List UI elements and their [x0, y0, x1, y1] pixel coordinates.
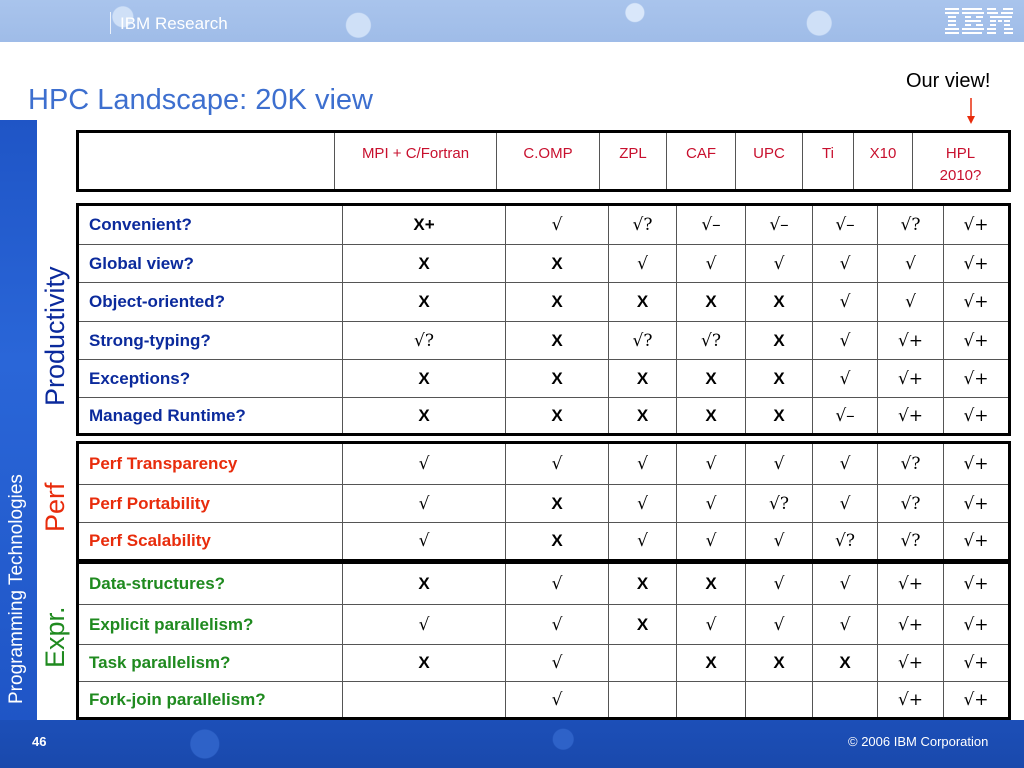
table-cell: √+ — [944, 398, 1010, 435]
table-cell: X — [506, 245, 609, 283]
table-cell: √ — [609, 485, 677, 523]
category-productivity: Productivity — [40, 266, 70, 406]
table-cell: X — [677, 398, 746, 435]
table-cell: X — [343, 563, 506, 605]
column-header: HPL 2010? — [913, 132, 1010, 191]
table-cell — [746, 682, 813, 719]
table-cell: √ — [677, 523, 746, 561]
row-label: Global view? — [78, 245, 343, 283]
table-cell: √+ — [878, 360, 944, 398]
table-cell: √? — [878, 443, 944, 485]
header-empty-cell — [78, 132, 335, 191]
row-label: Task parallelism? — [78, 645, 343, 682]
table-cell: X — [343, 360, 506, 398]
table-cell: X — [813, 645, 878, 682]
header-org-label: IBM Research — [120, 14, 228, 33]
table-cell: √ — [813, 360, 878, 398]
header-bar — [0, 0, 1024, 42]
table-cell: X — [609, 283, 677, 322]
table-cell: √+ — [878, 563, 944, 605]
table-cell: X — [506, 322, 609, 360]
table-cell: √ — [746, 563, 813, 605]
table-cell: X — [343, 645, 506, 682]
ibm-logo-icon — [945, 8, 1013, 34]
table-row — [78, 322, 1010, 360]
table-cell: √ — [746, 523, 813, 561]
table-cell: X — [746, 322, 813, 360]
table-cell: √+ — [944, 645, 1010, 682]
table-cell: √ — [813, 563, 878, 605]
row-label: Data-structures? — [78, 563, 343, 605]
page-title: HPC Landscape: 20K view — [28, 84, 373, 116]
row-label: Explicit parallelism? — [78, 605, 343, 645]
row-label: Perf Transparency — [78, 443, 343, 485]
table-cell: X — [609, 360, 677, 398]
table-cell: √ — [677, 443, 746, 485]
row-label: Object-oriented? — [78, 283, 343, 322]
table-cell: X — [609, 605, 677, 645]
table-cell: √? — [609, 205, 677, 245]
category-expr: Expr. — [40, 606, 70, 668]
table-cell: √? — [746, 485, 813, 523]
table-cell: √+ — [878, 322, 944, 360]
table-cell: √ — [746, 245, 813, 283]
table-cell — [609, 645, 677, 682]
table-row — [78, 682, 1010, 719]
table-row — [78, 605, 1010, 645]
table-cell: X — [609, 398, 677, 435]
table-cell — [813, 682, 878, 719]
table-cell: √+ — [944, 205, 1010, 245]
row-label: Exceptions? — [78, 360, 343, 398]
table-cell: √+ — [878, 682, 944, 719]
table-cell: √ — [677, 605, 746, 645]
table-cell — [343, 682, 506, 719]
sidebar-label: Programming Technologies — [6, 474, 27, 704]
productivity-table — [76, 203, 1011, 436]
table-cell: √ — [813, 605, 878, 645]
table-cell: √ — [343, 605, 506, 645]
category-perf: Perf — [40, 482, 70, 532]
table-cell: √+ — [944, 563, 1010, 605]
table-cell: X+ — [343, 205, 506, 245]
table-cell: √– — [746, 205, 813, 245]
table-cell — [609, 682, 677, 719]
table-cell: √ — [506, 563, 609, 605]
row-label: Strong-typing? — [78, 322, 343, 360]
table-cell: √ — [746, 443, 813, 485]
table-row — [78, 563, 1010, 605]
table-cell: X — [677, 563, 746, 605]
table-cell: √+ — [944, 682, 1010, 719]
table-cell: X — [343, 398, 506, 435]
table-cell: √+ — [944, 523, 1010, 561]
table-cell: √+ — [878, 645, 944, 682]
table-cell: √– — [813, 205, 878, 245]
table-cell: √+ — [944, 605, 1010, 645]
table-cell: √ — [746, 605, 813, 645]
table-cell: √ — [813, 485, 878, 523]
column-header: UPC — [736, 132, 803, 191]
table-cell: √+ — [944, 245, 1010, 283]
table-cell: X — [506, 360, 609, 398]
table-cell: √+ — [944, 443, 1010, 485]
table-cell: √ — [813, 443, 878, 485]
table-cell: √ — [677, 485, 746, 523]
table-cell: X — [343, 283, 506, 322]
table-cell: √– — [677, 205, 746, 245]
footer-bar — [0, 720, 1024, 768]
table-cell: √ — [878, 283, 944, 322]
row-label: Perf Portability — [78, 485, 343, 523]
table-cell: √? — [878, 205, 944, 245]
table-row — [78, 360, 1010, 398]
perf-table — [76, 441, 1011, 562]
column-header: Ti — [803, 132, 854, 191]
table-row — [78, 205, 1010, 245]
row-label: Managed Runtime? — [78, 398, 343, 435]
table-cell: X — [746, 360, 813, 398]
row-label: Perf Scalability — [78, 523, 343, 561]
table-cell: √? — [609, 322, 677, 360]
table-cell: √ — [609, 523, 677, 561]
expressiveness-table — [76, 561, 1011, 720]
column-header: ZPL — [600, 132, 667, 191]
column-header: C.OMP — [497, 132, 600, 191]
table-cell: √– — [813, 398, 878, 435]
table-cell: √ — [343, 523, 506, 561]
table-cell: √ — [506, 443, 609, 485]
table-cell: √+ — [944, 485, 1010, 523]
column-header: CAF — [667, 132, 736, 191]
table-cell — [677, 682, 746, 719]
table-cell: X — [677, 645, 746, 682]
table-cell: √ — [343, 443, 506, 485]
table-cell: √ — [506, 682, 609, 719]
table-cell: √? — [813, 523, 878, 561]
table-cell: X — [677, 283, 746, 322]
header-separator — [110, 12, 111, 34]
table-cell: X — [746, 398, 813, 435]
table-cell: √+ — [878, 398, 944, 435]
table-cell: X — [506, 523, 609, 561]
table-cell: X — [506, 485, 609, 523]
table-row — [78, 645, 1010, 682]
column-header: X10 — [854, 132, 913, 191]
table-row — [78, 523, 1010, 561]
table-cell: √ — [343, 485, 506, 523]
table-cell: X — [609, 563, 677, 605]
table-cell: √ — [506, 205, 609, 245]
table-cell: √ — [506, 645, 609, 682]
table-row — [78, 398, 1010, 435]
table-cell: X — [677, 360, 746, 398]
row-label: Fork-join parallelism? — [78, 682, 343, 719]
page-number: 46 — [32, 734, 47, 749]
table-cell: √+ — [944, 283, 1010, 322]
table-cell: √? — [878, 523, 944, 561]
table-cell: X — [746, 645, 813, 682]
our-view-callout: Our view! — [906, 70, 991, 92]
column-header: MPI + C/Fortran — [335, 132, 497, 191]
table-row — [78, 283, 1010, 322]
table-row — [78, 443, 1010, 485]
table-cell: √? — [343, 322, 506, 360]
table-cell: √ — [609, 245, 677, 283]
table-cell: X — [343, 245, 506, 283]
table-cell: √? — [878, 485, 944, 523]
table-cell: √+ — [944, 322, 1010, 360]
table-row — [78, 485, 1010, 523]
table-cell: √ — [609, 443, 677, 485]
table-cell: √ — [813, 322, 878, 360]
header-row — [78, 132, 1010, 191]
table-cell: √? — [677, 322, 746, 360]
row-label: Convenient? — [78, 205, 343, 245]
copyright: © 2006 IBM Corporation — [848, 734, 989, 749]
table-cell: X — [746, 283, 813, 322]
table-cell: √ — [677, 245, 746, 283]
table-cell: √ — [506, 605, 609, 645]
table-cell: √ — [813, 245, 878, 283]
arrow-down-icon — [966, 98, 976, 124]
ibm-logo — [945, 8, 1013, 34]
table-row — [78, 245, 1010, 283]
table-cell: √ — [878, 245, 944, 283]
table-cell: X — [506, 283, 609, 322]
table-cell: √+ — [878, 605, 944, 645]
table-cell: √+ — [944, 360, 1010, 398]
language-header-table — [76, 130, 1011, 192]
table-cell: X — [506, 398, 609, 435]
table-cell: √ — [813, 283, 878, 322]
